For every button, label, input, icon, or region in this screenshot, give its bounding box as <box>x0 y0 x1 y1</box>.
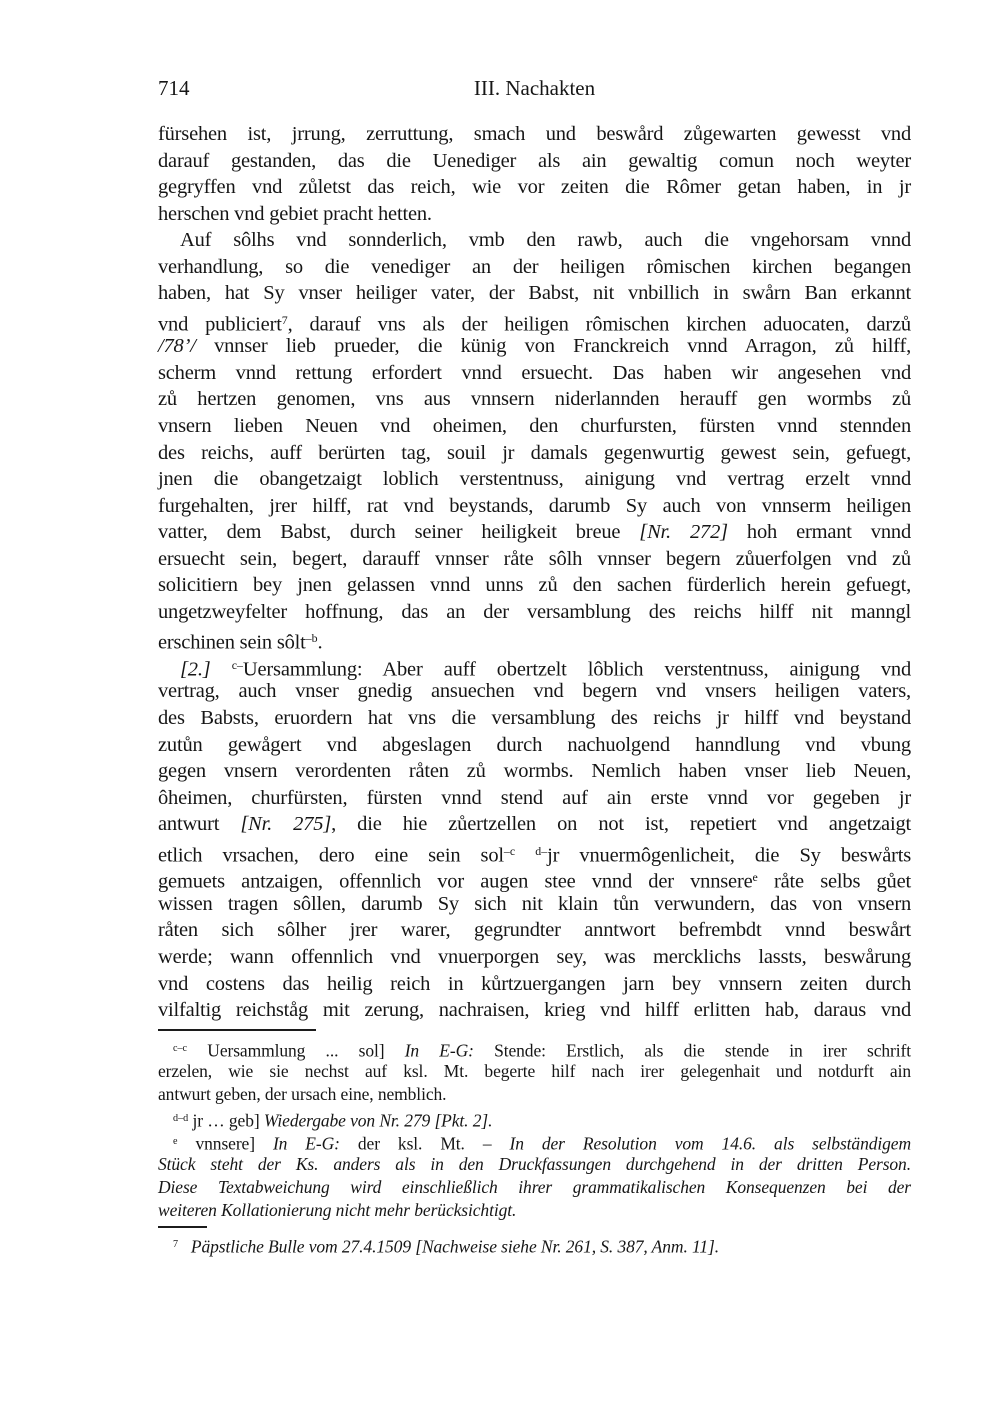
main-text-block <box>158 121 911 1024</box>
italic-text: [Nr. 272] <box>639 521 728 544</box>
text-line: ersuecht sein, begert, darauff vnnser råte sôlh vnnser begern zůuerfolgen vnd zů <box>158 547 911 570</box>
text-line: råten sich sôlher jrer warer, gegrundter anntwort befrembdt vnnd beswårt <box>158 919 911 942</box>
text-line: scherm vnnd rettung erfordert vnnd ersuecht. Das haben wir angesehen vnd <box>158 361 911 384</box>
text-line: herschen vnd gebiet pracht hetten. <box>158 202 432 225</box>
italic-text: [2.] <box>180 658 232 681</box>
italic-text: Wiedergabe von Nr. 279 [Pkt. 2]. <box>263 1110 493 1131</box>
text-line: solicitiern bey jnen gelassen vnnd unns zů den sachen fürderlich herein gefuegt, <box>158 574 911 597</box>
footnote-marker: –b <box>305 631 318 646</box>
text-line: furgehalten, jrer hilff, rat vnd beystands, darumb Sy auch von vnnserm heiligen <box>158 494 911 517</box>
text-line: erzelen, wie sie nechst auf ksl. Mt. begerte hilf nach irer gelegenhait und notdurft ain <box>158 1061 911 1082</box>
footnote-separator-rule <box>158 1029 316 1031</box>
italic-text: /78’/ <box>158 335 196 358</box>
text-line: /78’/ vnnser lieb prueder, die künig von Franckreich vnnd Arragon, zů hilff, <box>158 335 911 358</box>
text-line: $^e$ vnnsere] In E-G: der ksl. Mt. – In der Resolution vom 14.6. als selbständigem <box>173 1133 911 1154</box>
text-line: $^{d-d}$ jr … geb] Wiedergabe von Nr. 279 [Pkt. 2]. <box>173 1110 493 1131</box>
numbered-footnote <box>158 1233 911 1256</box>
text-line: wissen tragen sôllen, darumb Sy sich nit klain tůn verwundern, das von vnsern <box>158 892 911 915</box>
italic-text: weiteren Kollationierung nicht mehr berücksichtigt. <box>158 1200 517 1221</box>
footnote-marker: c– <box>231 657 243 672</box>
text-line: ungetzweyfelter hoffnung, das an der versamblung des reichs hilff nit manngl <box>158 600 911 623</box>
page-header <box>158 76 911 104</box>
text-line: gemuets antzaigen, offennlich vor augen stee vnnd der vnnsere$^e$ råte selbs gůet <box>158 870 911 893</box>
text-line <box>158 1233 911 1256</box>
text-line: gegen vnsern verordenten råten zů wormbs. Nemlich haben vnser lieb Neuen, <box>158 760 911 783</box>
italic-text: Diese Textabweichung wird einschließlich ihrer grammatikalischen Konsequenzen bei der <box>158 1177 911 1198</box>
text-line: des Babsts, eruordern hat vns die versamblung des reichs jr hilff vnd beystand <box>158 707 911 730</box>
text-line: zutůn gewågert vnd abgeslagen durch nachuolgend hanndlung vnd vbung <box>158 733 911 756</box>
text-line: Auf sôlhs vnd sonnderlich, vmb den rawb, auch die vngehorsam vnnd <box>180 229 911 252</box>
text-line: vertrag, auch vnser gnedig ansuechen vnd begern vnd vnsers heiligen vaters, <box>158 680 911 703</box>
text-line: jnen die obangetzaigt loblich verstentnuss, ainigung vnd vertrag erzelt vnnd <box>158 468 911 491</box>
text-line: vnd publiciert$^7$, darauf vns als der heiligen rômischen kirchen aduocaten, darzů <box>158 312 911 336</box>
critical-apparatus-footnotes <box>158 1037 911 1223</box>
text-line: vnsern lieben Neuen vnd oheimen, den churfursten, fürsten vnnd stennden <box>158 415 911 438</box>
text-line: antwurt geben, der ursach eine, nemblich. <box>158 1084 447 1105</box>
italic-text: Stück steht der Ks. anders als in den Druckfassungen durchgehend in der dritten Person. <box>158 1153 911 1174</box>
footnote-marker: 7 <box>281 312 288 327</box>
text-line: fürsehen ist, jrrung, zerruttung, smach und beswård zůgewarten gewesst vnd <box>158 123 911 145</box>
italic-text: [Nr. 275] <box>240 813 332 836</box>
text-line: antwurt [Nr. 275], die hie zůertzellen on not ist, repetiert vnd angetzaigt <box>158 813 911 836</box>
footnote-marker: d–d <box>173 1112 189 1124</box>
text-line: zů hertzen genomen, vns aus vnnsern niderlannden herauff gen wormbs zů <box>158 388 911 411</box>
footnote-marker: d– <box>535 843 548 858</box>
text-line: verhandlung, so die venediger an der heiligen rômischen kirchen begangen <box>158 255 911 278</box>
text-line: erschinen sein sôlt$^{-b}$. <box>158 631 323 654</box>
text-line: vatter, dem Babst, durch seiner heiligkeit breue [Nr. 272] hoh ermant vnnd <box>158 521 912 544</box>
text-line: werde; wann offennlich vnd vnuerporgen sey, was mercklichs lassts, beswårung <box>158 945 911 968</box>
text-line <box>158 1176 911 1199</box>
text-line: etlich vrsachen, dero eine sein sol$^{-c}$ $^{d-}$jr vnuermôgenlicheit, die Sy beswårts <box>158 843 911 867</box>
italic-text: Päpstliche Bulle vom 27.4.1509 [Nachweise siehe Nr. 261, S. 387, Anm. 11]. <box>190 1236 719 1257</box>
numbered-footnote-separator-rule <box>158 1226 207 1228</box>
text-line: vilfaltig reichståg mit zerung, nachraisen, krieg vnd hilff erlitten hab, daraus vnd <box>158 999 911 1022</box>
text-line: ôheimen, churfürsten, fürsten vnnd stend auf ain erste vnnd vor gegeben jr <box>158 786 911 809</box>
footnote-marker: –c <box>503 843 516 858</box>
text-line: darauf gestanden, das die Uenediger als ain gewaltig comun noch weyter <box>158 149 911 172</box>
running-head: III. Nachakten <box>473 76 596 100</box>
footnote-marker: e <box>173 1135 178 1147</box>
footnote-marker: c–c <box>173 1043 188 1054</box>
footnote-marker: e <box>752 870 758 885</box>
text-line <box>158 1199 911 1222</box>
text-line: $^{c-c}$ Uersammlung ... sol] In E-G: Stende: Erstlich, als die stende in irer schrift <box>173 1040 911 1061</box>
text-line <box>158 1153 911 1176</box>
text-line: gegryffen vnd zůletst das reich, wie vor zeiten die Rômer getan haben, in jr <box>158 176 911 199</box>
italic-text: In der Resolution vom 14.6. als selbständigem <box>509 1133 911 1154</box>
page-number: 714 <box>158 76 190 100</box>
text-line: [2.] $^{c-}$Uersammlung: Aber auff obertzelt lôblich verstentnuss, ainigung vnd <box>180 657 911 681</box>
footnote-marker: 7 <box>173 1239 179 1250</box>
italic-text: In E-G: <box>404 1040 474 1061</box>
italic-text: In E-G: <box>272 1133 340 1154</box>
text-line: des reichs, auff berürten tag, souil jr damals gegenwurtig gewest sein, gefuegt, <box>158 441 911 464</box>
text-line: haben, hat Sy vnser heiliger vater, der Babst, nit vnbillich in swårn Ban erkannt <box>158 282 911 305</box>
text-line: vnd costens das heilig reich in kůrtzuergangen jarn bey vnnsern zeiten durch <box>158 972 911 995</box>
